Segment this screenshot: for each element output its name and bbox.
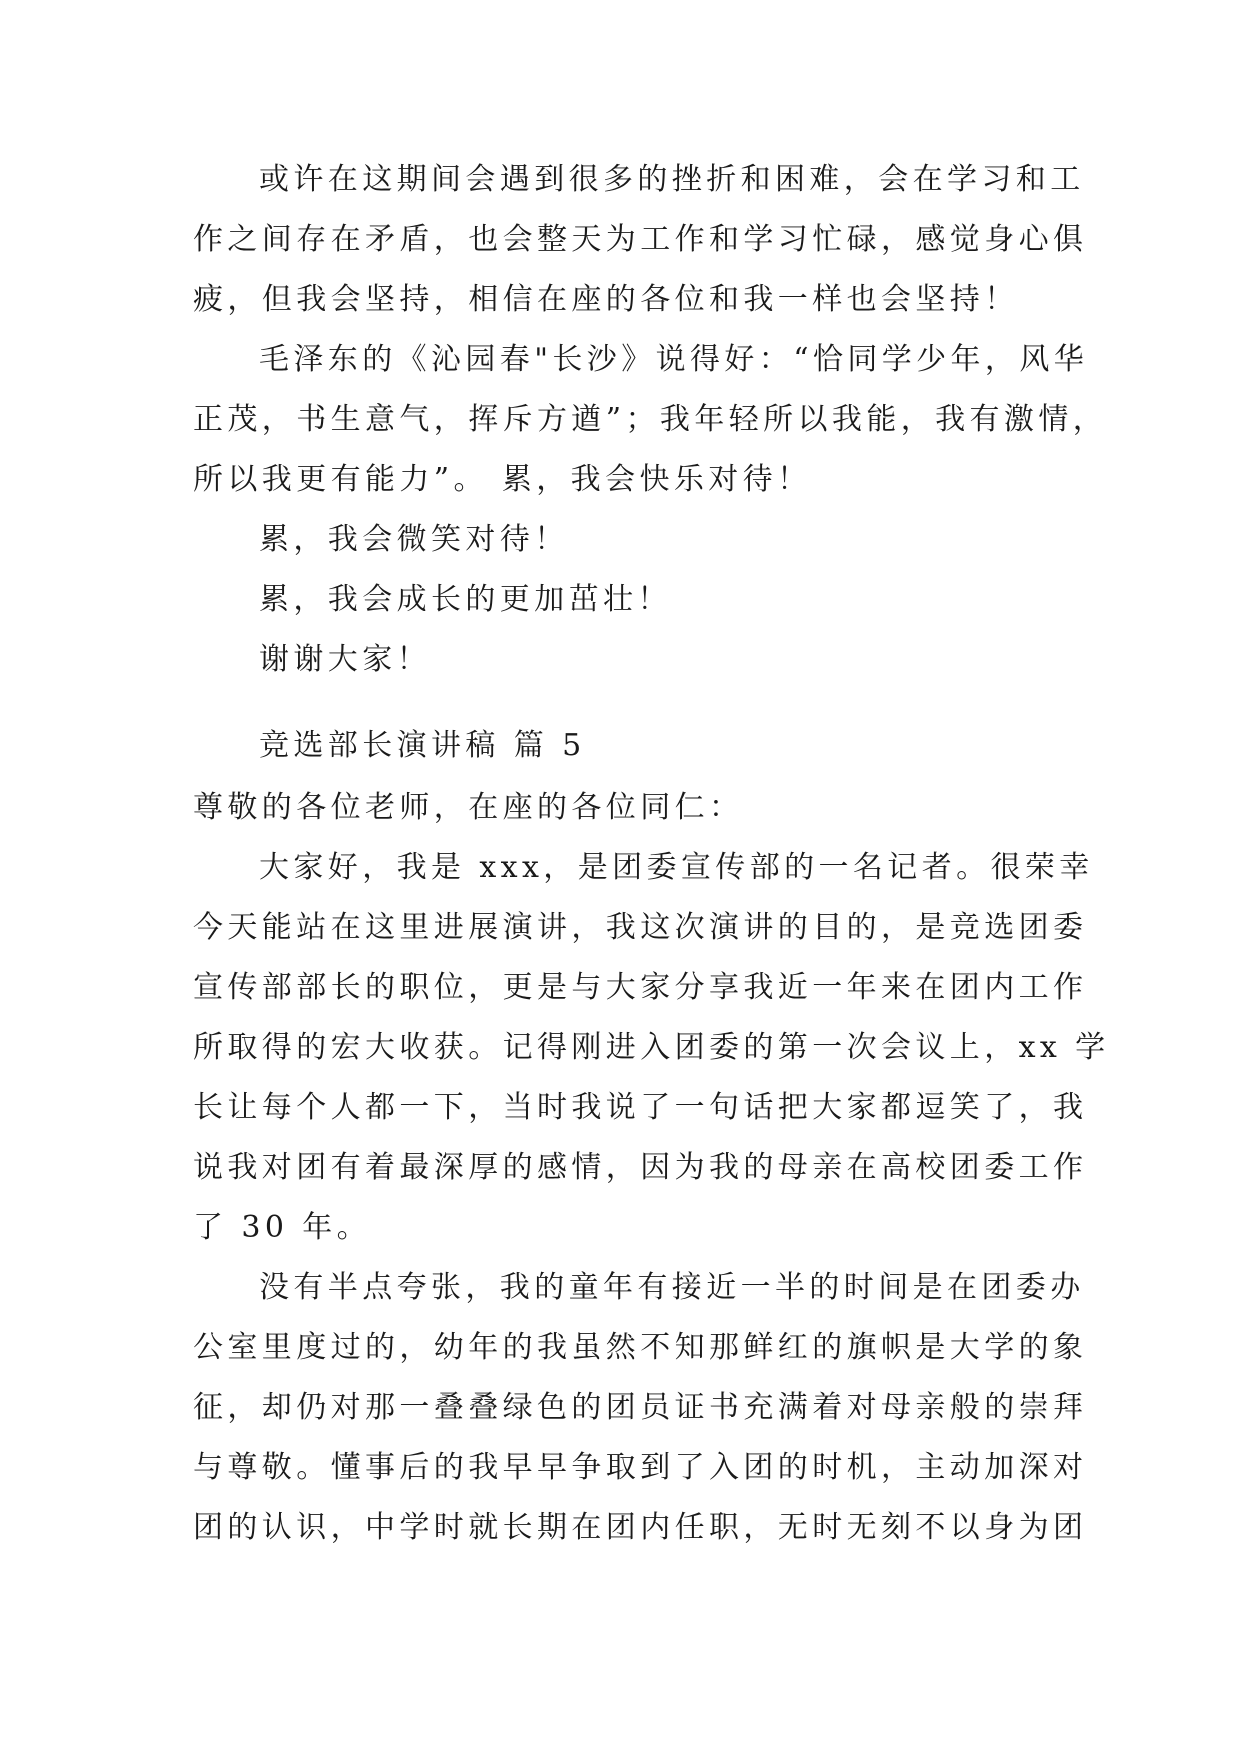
body-text-section-5 bbox=[193, 778, 1110, 1558]
body-text bbox=[193, 150, 1108, 690]
paragraph-line: 了 30 年。 bbox=[193, 1210, 372, 1245]
section-heading bbox=[193, 716, 1073, 776]
paragraph-line: 疲，但我会坚持，相信在座的各位和我一样也会坚持！ bbox=[193, 282, 1019, 317]
paragraph-line: 谢谢大家！ bbox=[259, 642, 431, 677]
paragraph-line: 公室里度过的，幼年的我虽然不知那鲜红的旗帜是大学的象 bbox=[193, 1330, 1088, 1365]
paragraph-line: 正茂，书生意气，挥斥方遒”；我年轻所以我能，我有激情， bbox=[193, 402, 1108, 437]
paragraph-line: 今天能站在这里进展演讲，我这次演讲的目的，是竞选团委 bbox=[193, 910, 1088, 945]
paragraph-line: 团的认识，中学时就长期在团内任职，无时无刻不以身为团 bbox=[193, 1510, 1088, 1545]
paragraph-line: 征，却仍对那一叠叠绿色的团员证书充满着对母亲般的崇拜 bbox=[193, 1390, 1088, 1425]
paragraph-line: 累，我会成长的更加茁壮！ bbox=[259, 582, 672, 617]
paragraph-line: 长让每个人都一下，当时我说了一句话把大家都逗笑了，我 bbox=[193, 1090, 1088, 1125]
paragraph-line: 所以我更有能力”。 累，我会快乐对待！ bbox=[193, 462, 812, 497]
paragraph-line: 说我对团有着最深厚的感情，因为我的母亲在高校团委工作 bbox=[193, 1150, 1088, 1185]
paragraph-line: 没有半点夸张，我的童年有接近一半的时间是在团委办 bbox=[259, 1270, 1085, 1305]
salutation: 尊敬的各位老师，在座的各位同仁： bbox=[193, 790, 744, 825]
paragraph-line: 作之间存在矛盾，也会整天为工作和学习忙碌，感觉身心俱 bbox=[193, 222, 1088, 257]
paragraph-line: 累，我会微笑对待！ bbox=[259, 522, 569, 557]
paragraph-line: 毛泽东的《沁园春"长沙》说得好：“恰同学少年，风华 bbox=[259, 342, 1089, 377]
paragraph-line: 所取得的宏大收获。记得刚进入团委的第一次会议上，xx 学 bbox=[193, 1030, 1110, 1065]
paragraph-line: 或许在这期间会遇到很多的挫折和困难，会在学习和工 bbox=[259, 162, 1085, 197]
paragraph-line: 与尊敬。懂事后的我早早争取到了入团的时机，主动加深对 bbox=[193, 1450, 1088, 1485]
paragraph-line: 宣传部部长的职位，更是与大家分享我近一年来在团内工作 bbox=[193, 970, 1088, 1005]
section-title: 竞选部长演讲稿 篇 5 bbox=[259, 728, 586, 763]
paragraph-line: 大家好，我是 xxx，是团委宣传部的一名记者。很荣幸 bbox=[259, 850, 1094, 885]
